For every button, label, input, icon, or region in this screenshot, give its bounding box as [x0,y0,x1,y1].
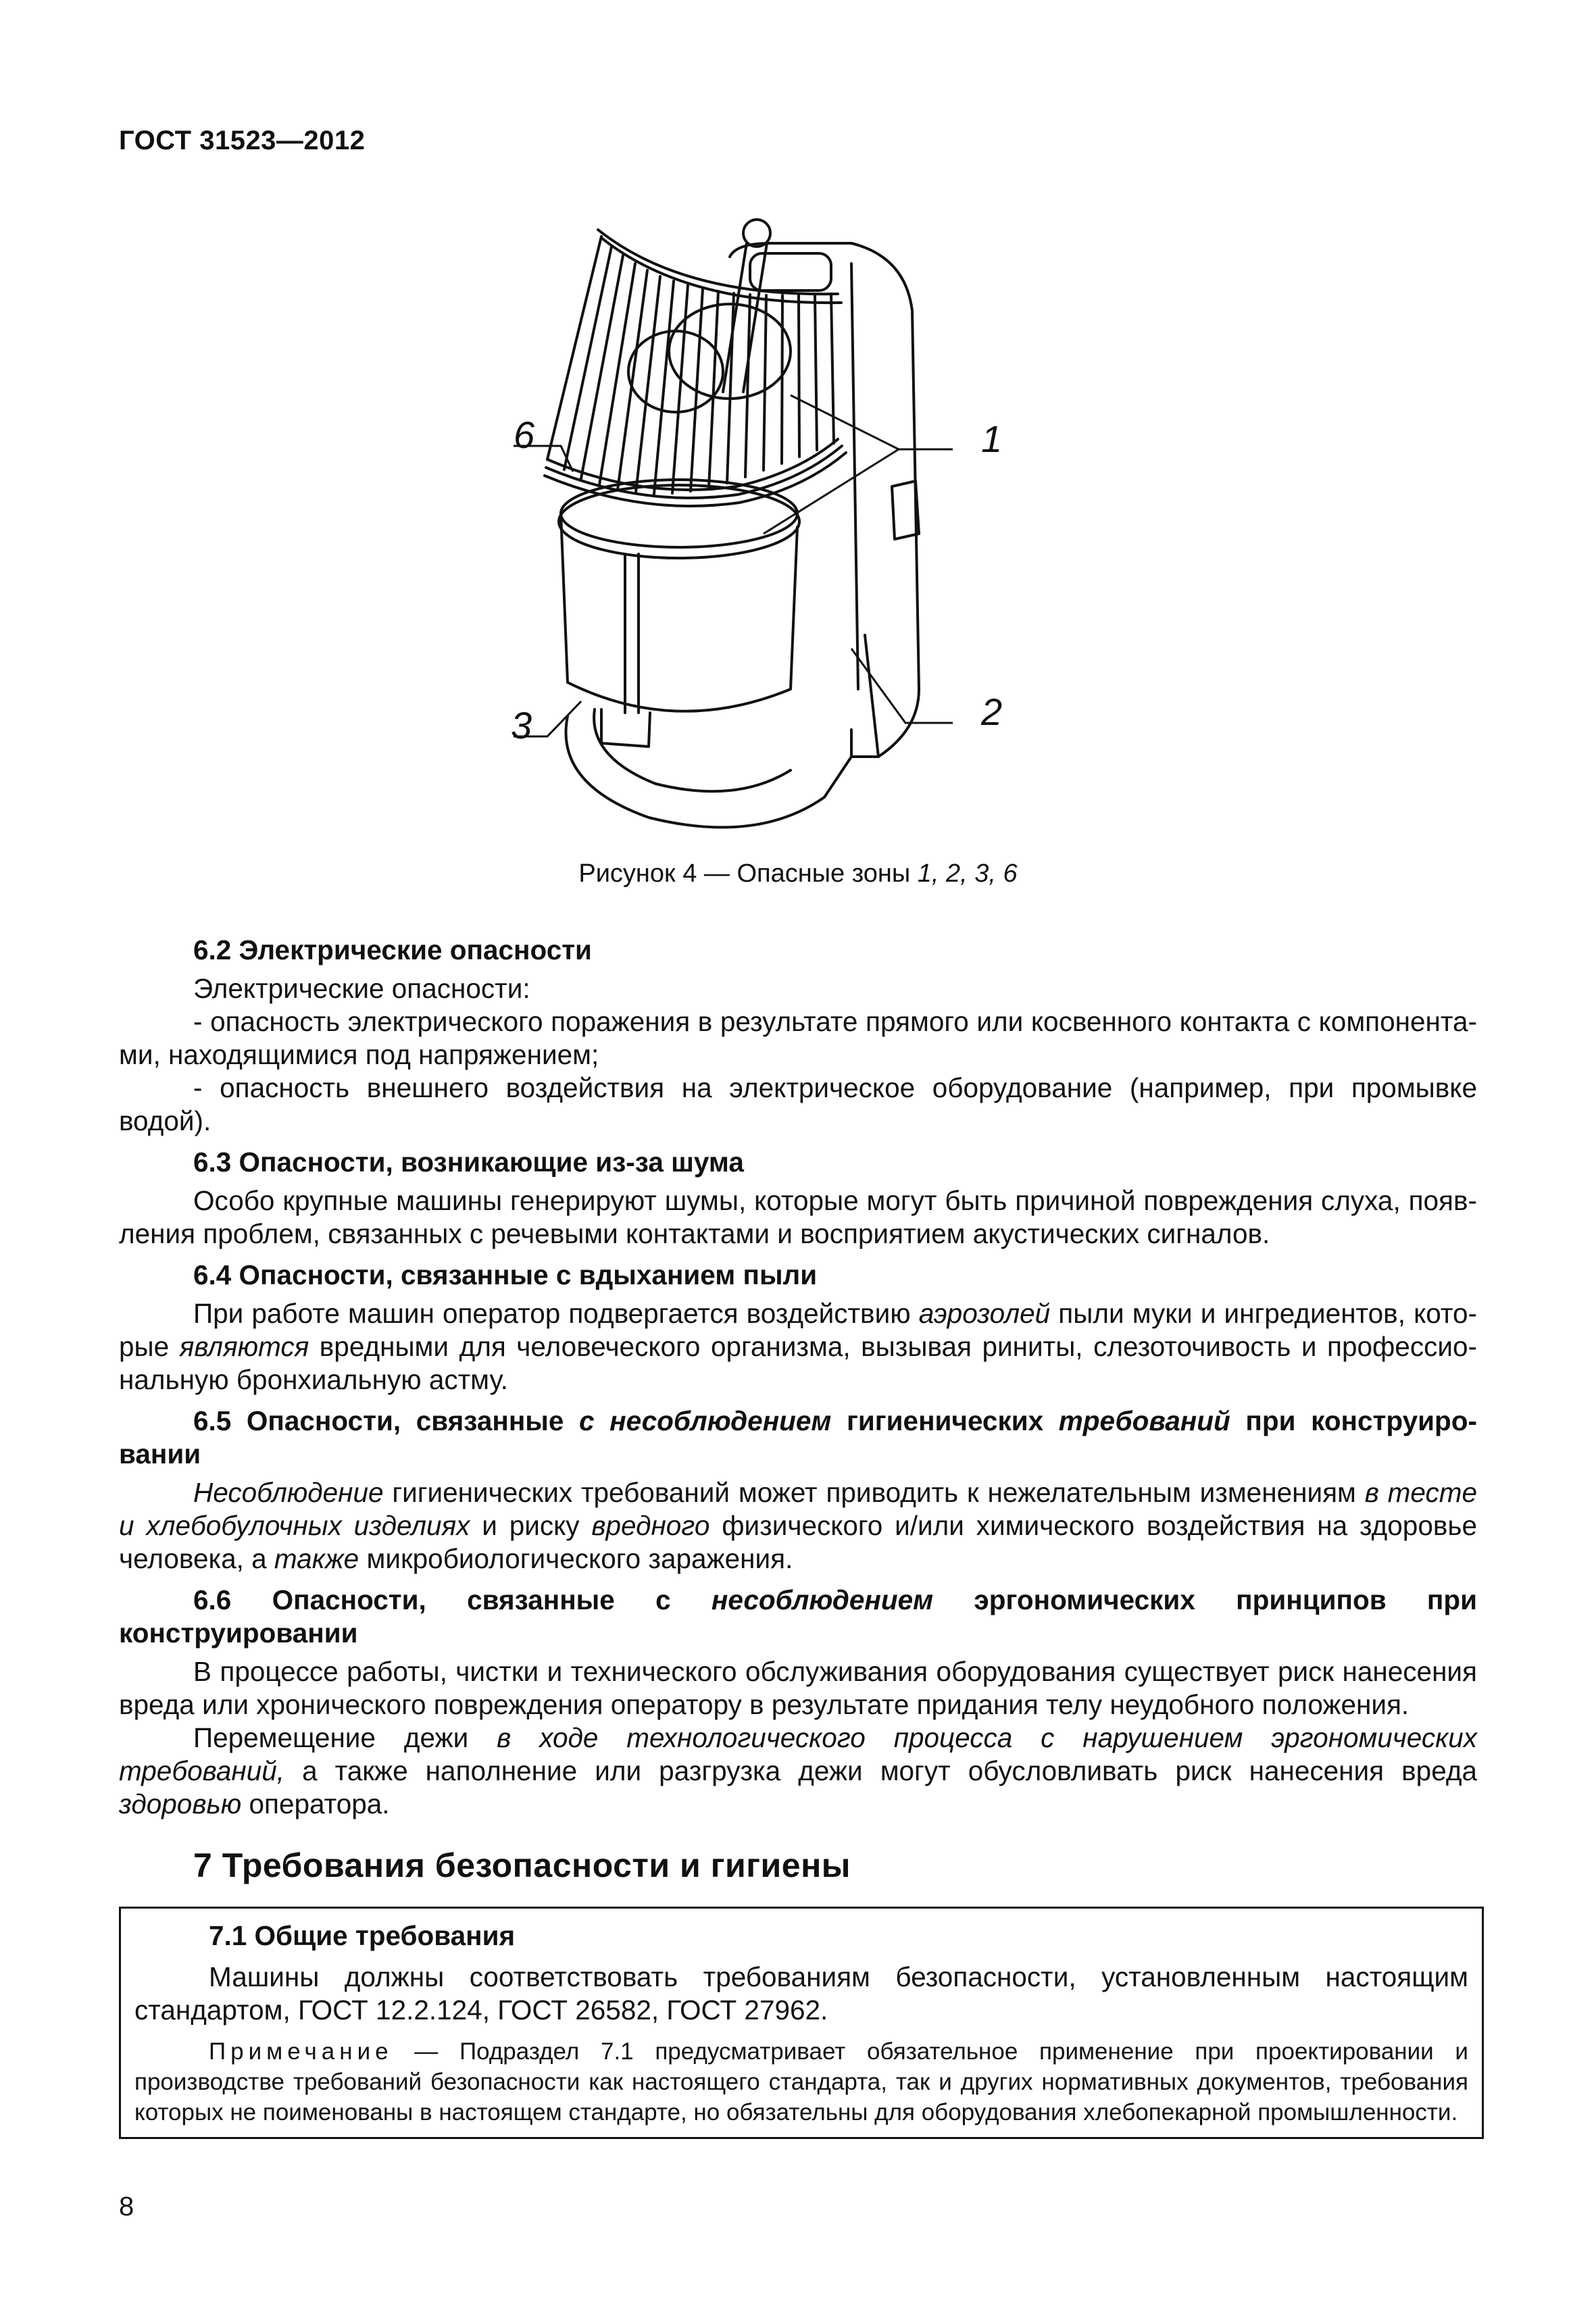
text-run: микробиологического заражения. [359,1543,793,1574]
callout-label: 1 [981,418,1003,460]
text-run: физического и/или химического воздействия на здоровье человека, а [119,1510,1477,1574]
section-6-5-text [119,1476,1477,1576]
section-6-6-heading [119,1584,1477,1650]
figure-caption [0,859,1596,888]
text-run: гигиенических требований может приводить к нежелательным изменениям [383,1477,1365,1508]
callout-label: 6 [514,413,535,456]
section-7-1-note [134,2036,1468,2128]
section-7-heading: 7 Требования безопасности и гигиены [193,1846,851,1884]
note-label: Примечание [209,2038,393,2065]
italic-run: в тесте и хлебобулочных изделиях [119,1477,1477,1541]
text-run: гигиенических [831,1405,1059,1436]
figure-caption-zones: 1, 2, 3, 6 [917,859,1018,888]
document-header: ГОСТ 31523—2012 [119,126,366,155]
text-run: пыли муки и ингредиентов, которые [119,1298,1477,1362]
text-run: при конструировании [119,1405,1477,1469]
callout-label: 2 [981,690,1003,733]
italic-run: требований [1058,1405,1230,1436]
section-6-4-text [119,1297,1477,1397]
text-run: 6.5 Опасности, связанные [193,1405,580,1436]
section-6-2-item: - опасность внешнего воздействия на электрическое оборудование (например, при промывке водой). [119,1072,1477,1136]
italic-run: вредного [591,1510,710,1541]
italic-run: также [274,1543,359,1574]
section-6-2-item: - опасность электрического поражения в результате прямого или косвенного контакта с компонентами, находящимися под напряжением; [119,1006,1477,1070]
figure-mixer-hazard-zones [473,216,1068,851]
italic-run: с несоблюдением [579,1405,832,1436]
section-6-5-heading [119,1405,1477,1471]
italic-run: являются [179,1331,309,1362]
italic-run: Несоблюдение [193,1477,384,1508]
text-run: При работе машин оператор подвергается воздействию [193,1298,919,1329]
section-6-6-para: В процессе работы, чистки и технического обслуживания оборудования существует риск нанесения вреда или хронического повреждения оператору в результате придания телу неудобного положения. [119,1656,1477,1720]
italic-run: аэрозолей [918,1298,1051,1329]
section-7-1-heading: 7.1 Общие требования [209,1920,516,1951]
text-run: Перемещение дежи [193,1722,497,1753]
section-6-4-heading: 6.4 Опасности, связанные с вдыханием пыли [193,1259,818,1290]
text-run: и риску [470,1510,592,1541]
section-6-2-intro: Электрические опасности: [193,973,530,1004]
main-content [119,926,1477,2139]
page-number: 8 [119,2192,134,2221]
text-run: 6.6 Опасности, связанные с [193,1584,712,1615]
italic-run: здоровью [119,1788,242,1819]
text-run: а также наполнение или разгрузка дежи могут обусловливать риск нанесения вреда [284,1755,1477,1786]
italic-run: в ходе технологического процесса с нарушением эргономических требований, [119,1722,1477,1786]
text-run: эргономических принципов при конструировании [119,1584,1478,1649]
section-6-3-text: Особо крупные машины генерируют шумы, которые могут быть причиной повреждения слуха, появления проблем, связанных с речевыми контактами и восприятием акустических сигналов. [119,1185,1477,1249]
figure-caption-text: Рисунок 4 — Опасные зоны [578,859,918,888]
section-6-3-heading: 6.3 Опасности, возникающие из-за шума [193,1147,744,1178]
section-6-2-heading: 6.2 Электрические опасности [193,934,592,965]
callout-label: 3 [511,704,532,747]
section-7-1-text: Машины должны соответствовать требованиям безопасности, установленным настоящим стандартом, ГОСТ 12.2.124, ГОСТ 26582, ГОСТ 27962. [134,1961,1468,2026]
text-run: вредными для человеческого организма, вызывая риниты, слезоточивость и профессиональную бронхиальную астму. [119,1331,1477,1395]
section-6-6-para [119,1721,1477,1821]
section-7-1-box [119,1907,1484,2139]
note-text: — Подраздел 7.1 предусматривает обязательное применение при проектировании и производстве требований безопасности как настоящего стандарта, так и других нормативных документов, требования которых не поименованы в настоящем стандарте, но обязательны для оборудования хлебопекарной промышленности. [134,2038,1468,2126]
mixer-illustration [473,216,1068,851]
italic-run: несоблюдением [711,1584,934,1615]
text-run: оператора. [241,1788,390,1819]
